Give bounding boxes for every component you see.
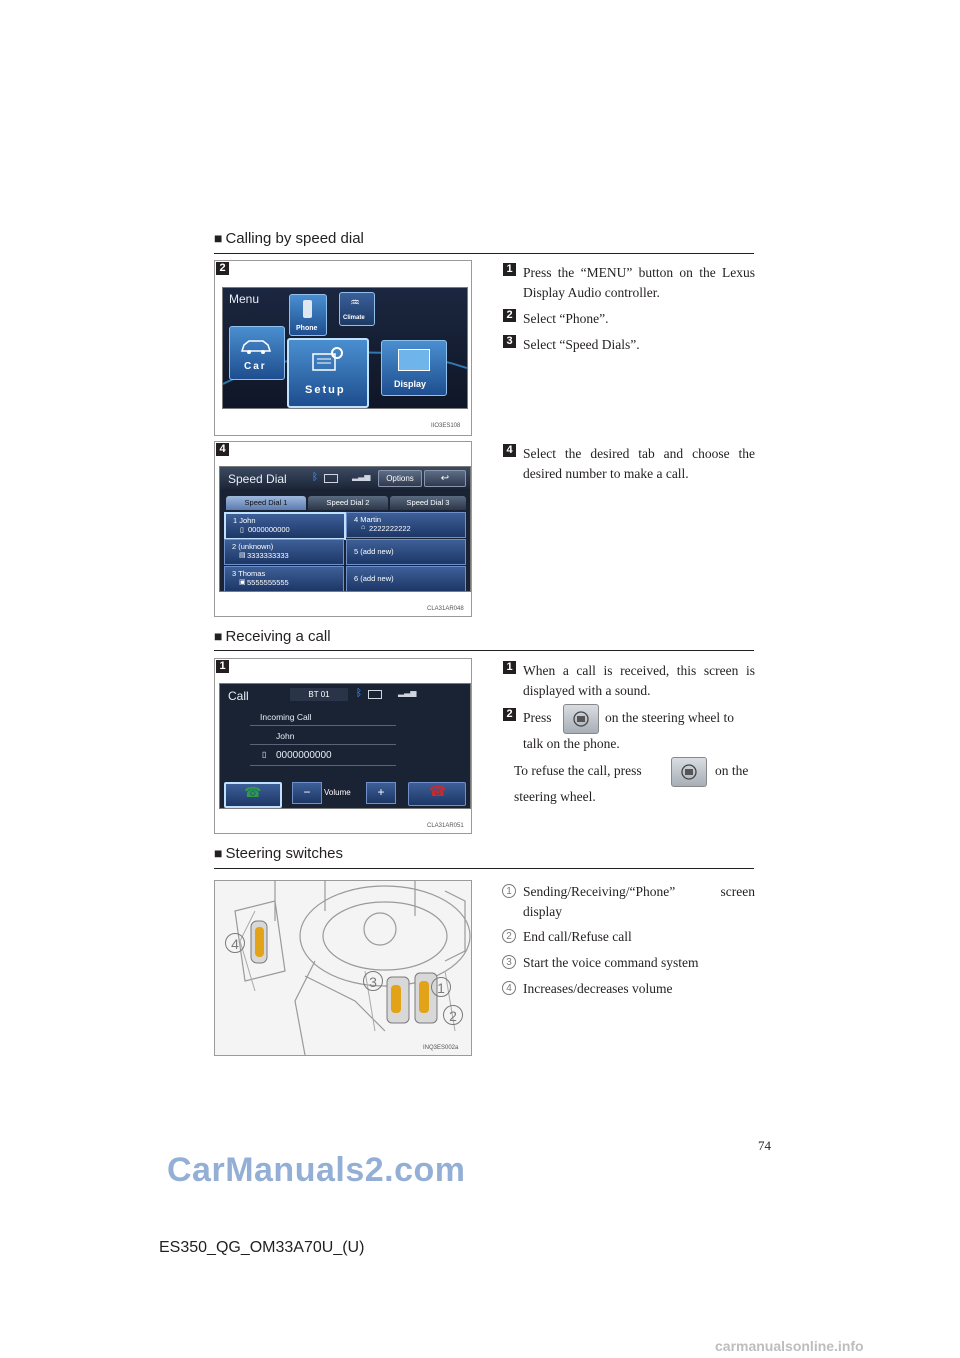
device-name: BT 01 <box>290 688 348 701</box>
refuse-text: To refuse the call, press <box>514 763 642 778</box>
back-arrow-icon[interactable]: ↩ <box>424 470 466 487</box>
steering-phone-button-icon <box>563 704 599 734</box>
climate-tile[interactable]: ♒ Climate <box>339 292 375 326</box>
step-text: Select the desired tab and choose the <box>523 446 755 461</box>
phone-end-icon: ☎ <box>429 784 447 800</box>
divider <box>250 744 396 745</box>
section-rule <box>214 253 754 254</box>
speed-dial-entry[interactable]: 4 Martin ⌂ 2222222222 <box>346 512 466 538</box>
mobile-phone-icon: ▯ <box>240 527 244 534</box>
phone-icon <box>303 300 312 318</box>
list-text: End call/Refuse call <box>523 929 632 944</box>
phone-accept-icon: ☎ <box>244 785 262 801</box>
callout-number: 2 <box>443 1005 463 1025</box>
phone-tile[interactable]: Phone <box>289 294 327 336</box>
step-text: desired number to make a call. <box>523 466 689 481</box>
list-text: Increases/decreases volume <box>523 981 673 996</box>
list-number: 2 <box>502 929 516 943</box>
step-number: 1 <box>503 661 516 674</box>
speed-dial-title: Speed Dial <box>228 472 287 486</box>
caller-name: John <box>276 731 295 741</box>
figure-label: 4 <box>216 443 229 456</box>
menu-figure <box>214 260 472 436</box>
display-tile[interactable]: Display <box>381 340 447 396</box>
figure-code: INQ3ES002a <box>423 1045 459 1051</box>
speed-dial-figure <box>214 441 472 617</box>
callout-number: 4 <box>225 933 245 953</box>
signal-icon: ▂▃▅ <box>398 688 417 697</box>
list-number: 4 <box>502 981 516 995</box>
callout-number: 1 <box>431 977 451 997</box>
call-title: Call <box>228 689 249 703</box>
step-text: When a call is received, this screen is <box>523 663 755 678</box>
list-number: 3 <box>502 955 516 969</box>
callout-number: 3 <box>363 971 383 991</box>
volume-up-button[interactable]: + <box>366 782 396 804</box>
home-phone-icon: ⌂ <box>361 524 366 531</box>
volume-label: Volume <box>324 788 351 797</box>
list-text: display <box>523 904 562 919</box>
step-text: Select “Speed Dials”. <box>523 337 640 352</box>
speed-dial-entry[interactable]: 3 Thomas ▣ 5555555555 <box>224 566 344 592</box>
battery-icon <box>324 474 338 483</box>
step-text: Press the “MENU” button on the Lexus <box>523 265 755 280</box>
figure-label: 2 <box>216 262 229 275</box>
section-title-speed-dial: ■ Calling by speed dial <box>214 230 364 247</box>
list-text: Sending/Receiving/“Phone” screen <box>523 884 755 899</box>
refuse-text: on the <box>715 763 749 778</box>
step-number: 4 <box>503 444 516 457</box>
office-phone-icon: ▤ <box>239 552 246 559</box>
section-rule <box>214 868 754 869</box>
battery-icon <box>368 690 382 699</box>
incoming-call-screen <box>219 683 471 809</box>
signal-icon: ▂▃▅ <box>352 472 371 481</box>
speed-dial-entry[interactable]: 6 (add new) <box>346 566 466 592</box>
speed-dial-entry[interactable]: 2 (unknown) ▤ 3333333333 <box>224 539 344 565</box>
step-text: talk on the phone. <box>523 736 620 751</box>
figure-code: CLA31AR048 <box>427 606 464 612</box>
footer-code: ES350_QG_OM33A70U_(U) <box>159 1239 365 1256</box>
step-number: 2 <box>503 309 516 322</box>
figure-code: CLA31AR051 <box>427 823 464 829</box>
section-rule <box>214 650 754 651</box>
step-number: 2 <box>503 708 516 721</box>
setup-tile[interactable]: Setup <box>287 338 369 408</box>
speed-dial-entry[interactable]: 1 John ▯ 0000000000 <box>224 512 346 540</box>
bluetooth-icon: ᛒ <box>356 688 362 699</box>
step-text: Press <box>523 710 552 725</box>
display-icon <box>398 349 430 371</box>
tab-speed-dial-2[interactable]: Speed Dial 2 <box>308 496 388 510</box>
bluetooth-icon: ᛒ <box>312 472 318 483</box>
accept-call-button[interactable] <box>224 782 282 808</box>
caller-number: 0000000000 <box>276 750 332 761</box>
watermark: CarManuals2.com <box>167 1151 466 1189</box>
step-text: Display Audio controller. <box>523 285 660 300</box>
step-text: Select “Phone”. <box>523 311 609 326</box>
divider <box>250 765 396 766</box>
menu-screen <box>222 287 468 409</box>
tab-speed-dial-3[interactable]: Speed Dial 3 <box>390 496 466 510</box>
figure-label: 1 <box>216 660 229 673</box>
volume-down-button[interactable]: − <box>292 782 322 804</box>
call-status: Incoming Call <box>260 712 312 722</box>
options-button[interactable]: Options <box>378 470 422 487</box>
speed-dial-entry[interactable]: 5 (add new) <box>346 539 466 565</box>
mobile-phone-icon: ▯ <box>262 750 267 759</box>
steering-end-button-icon <box>671 757 707 787</box>
step-text: on the steering wheel to <box>605 710 734 725</box>
refuse-text: steering wheel. <box>514 789 596 804</box>
list-number: 1 <box>502 884 516 898</box>
other-phone-icon: ▣ <box>239 579 246 586</box>
section-title-receiving: ■ Receiving a call <box>214 628 331 645</box>
page-number: 74 <box>758 1138 771 1153</box>
divider <box>250 725 396 726</box>
step-text: displayed with a sound. <box>523 683 651 698</box>
section-title-steering: ■ Steering switches <box>214 845 344 862</box>
climate-icon: ♒ <box>350 296 360 309</box>
speed-dial-screen <box>219 466 471 592</box>
step-number: 1 <box>503 263 516 276</box>
incoming-call-figure <box>214 658 472 834</box>
step-number: 3 <box>503 335 516 348</box>
list-text: Start the voice command system <box>523 955 699 970</box>
end-call-button[interactable] <box>408 782 466 806</box>
menu-screen-title: Menu <box>229 292 260 306</box>
setup-icon <box>311 346 345 374</box>
figure-code: IIO3ES108 <box>431 423 461 429</box>
car-icon <box>240 337 272 355</box>
car-tile[interactable]: Car <box>229 326 285 380</box>
steering-switches-figure <box>214 880 472 1056</box>
steering-wheel-illustration <box>215 881 471 1055</box>
tab-speed-dial-1[interactable]: Speed Dial 1 <box>226 496 306 510</box>
bottom-watermark: carmanualsonline.info <box>715 1338 864 1354</box>
